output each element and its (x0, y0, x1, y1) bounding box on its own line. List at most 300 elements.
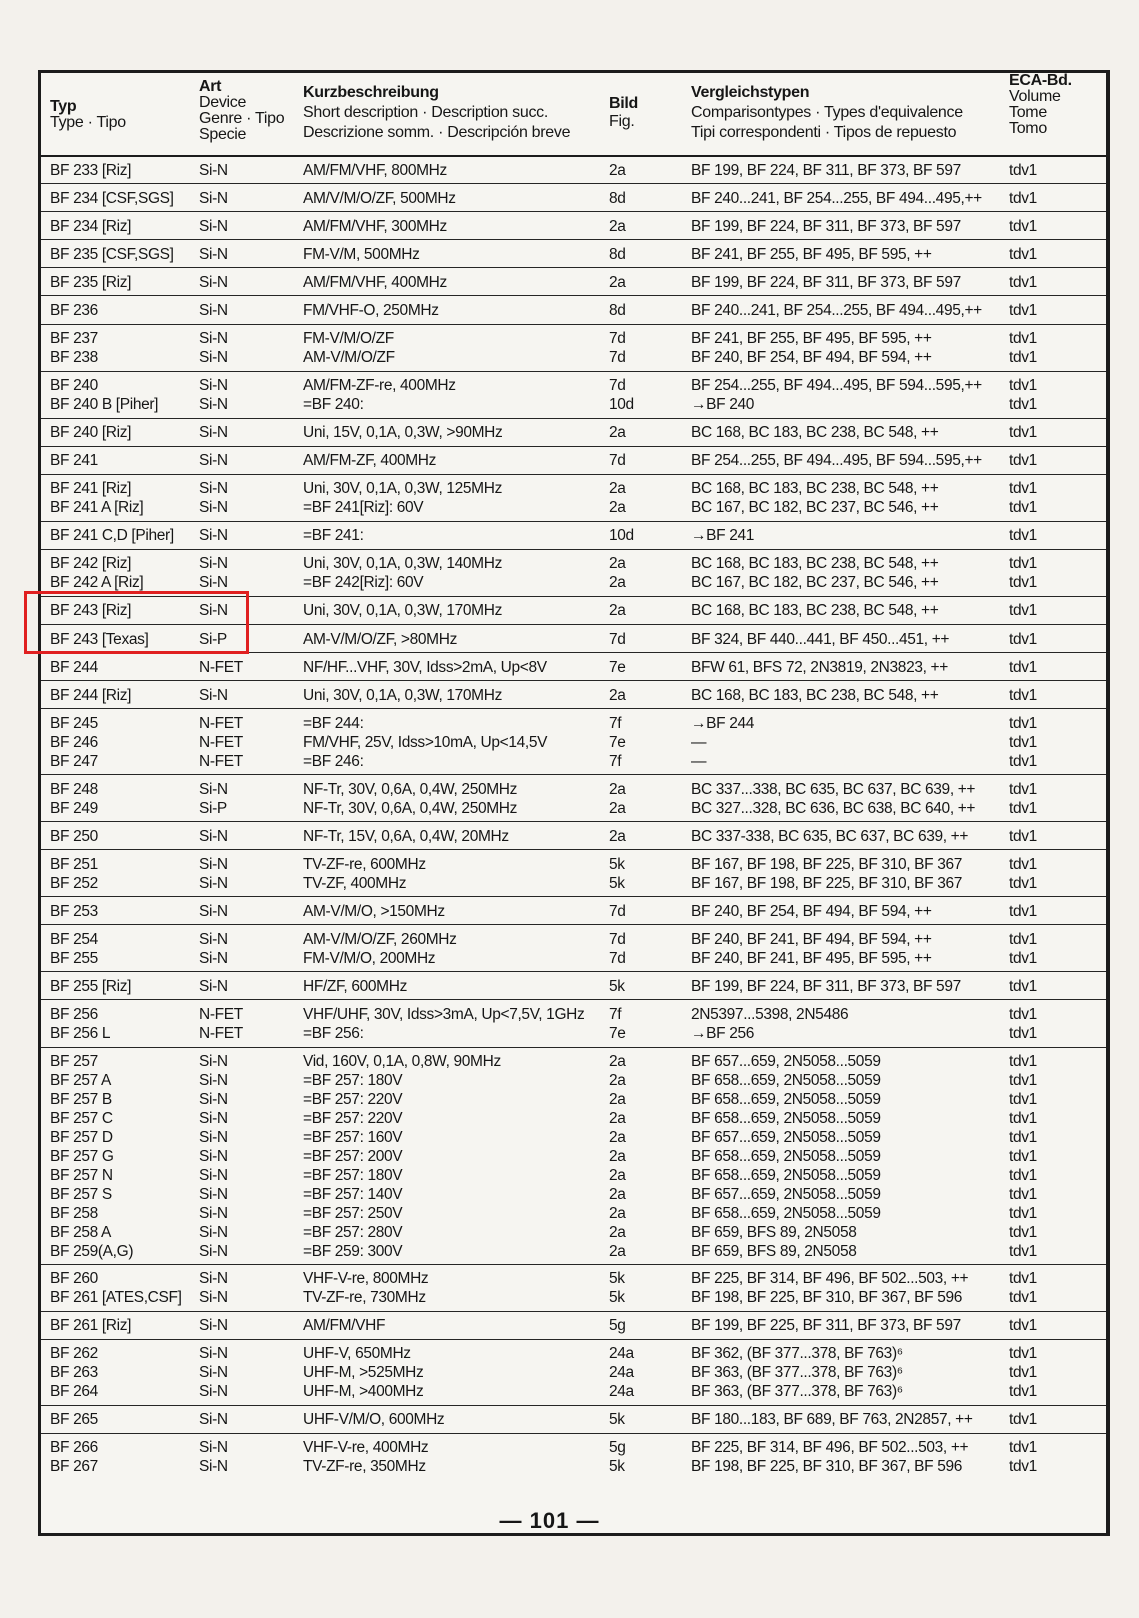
bild-line: 5k (609, 1270, 625, 1288)
typ-line: BF 240 B [Piher] (50, 396, 159, 414)
vol-line: tdv1 (1009, 452, 1037, 470)
bild-line: 2a (609, 1072, 626, 1090)
cell-typ (50, 451, 98, 470)
cell-ref (691, 601, 938, 620)
cell-ref (691, 1344, 903, 1401)
desc-line: =BF 257: 160V (303, 1129, 403, 1147)
ref-line: BF 659, BFS 89, 2N5058 (691, 1243, 857, 1261)
typ-line: BF 250 (50, 827, 98, 845)
desc-line: AM/FM-ZF-re, 400MHz (303, 377, 456, 395)
bild-line: 2a (609, 1129, 626, 1147)
bild-line: 10d (609, 527, 634, 545)
cell-desc (303, 780, 517, 818)
vol-line: tdv1 (1009, 1270, 1037, 1288)
vol-line: tdv1 (1009, 1243, 1037, 1261)
art-line: Si-N (199, 1364, 228, 1382)
typ-line: BF 241 A [Riz] (50, 499, 144, 517)
vol-line: tdv1 (1009, 930, 1037, 948)
cell-typ (50, 479, 143, 517)
ref-line: BF 225, BF 314, BF 496, BF 502...503, ++ (691, 1270, 969, 1288)
cell-typ (50, 161, 131, 180)
cell-vol (1009, 1052, 1037, 1261)
cell-vol (1009, 855, 1037, 893)
art-line: N-FET (199, 1006, 243, 1024)
desc-line: FM-V/M/O, 200MHz (303, 949, 436, 967)
cell-vol (1009, 1005, 1037, 1043)
typ-line: BF 257 D (50, 1129, 113, 1147)
vol-line: tdv1 (1009, 855, 1037, 873)
cell-ref (691, 273, 961, 292)
table-row (41, 1047, 1106, 1265)
table-row (41, 155, 1106, 184)
vol-line: tdv1 (1009, 1383, 1037, 1401)
desc-line: =BF 242[Riz]: 60V (303, 574, 424, 592)
table-row (41, 1339, 1106, 1406)
cell-art (199, 451, 228, 470)
art-line: Si-N (199, 1345, 228, 1363)
art-line: Si-N (199, 780, 228, 798)
bild-line: 7d (609, 377, 626, 395)
bild-line: 24a (609, 1345, 634, 1363)
desc-line: =BF 257: 280V (303, 1224, 403, 1242)
desc-line: =BF 240: (303, 396, 364, 414)
desc-line: =BF 256: (303, 1025, 364, 1043)
art-line: Si-N (199, 1110, 228, 1128)
vol-line: tdv1 (1009, 977, 1037, 995)
bild-line: 8d (609, 245, 626, 263)
ref-line: BF 658...659, 2N5058...5059 (691, 1072, 881, 1090)
table-row (41, 1311, 1106, 1340)
ref-line: BF 198, BF 225, BF 310, BF 367, BF 596 (691, 1289, 963, 1307)
ref-line: BFW 61, BFS 72, 2N3819, 2N3823, ++ (691, 658, 948, 676)
bild-line: 7d (609, 930, 626, 948)
vol-line: tdv1 (1009, 1224, 1037, 1242)
bild-line: 2a (609, 1110, 626, 1128)
desc-line: =BF 244: (303, 714, 364, 732)
cell-art (199, 217, 228, 236)
cell-vol (1009, 827, 1037, 846)
ref-line: 2N5397...5398, 2N5486 (691, 1006, 849, 1024)
cell-ref (691, 827, 968, 846)
vol-line: tdv1 (1009, 658, 1037, 676)
table-row (41, 239, 1106, 268)
ref-line: BF 324, BF 440...441, BF 450...451, ++ (691, 630, 950, 648)
bild-line: 5g (609, 1317, 626, 1335)
desc-line: =BF 257: 250V (303, 1205, 403, 1223)
art-line: Si-N (199, 499, 228, 517)
bild-line: 7f (609, 752, 622, 770)
cell-bild (609, 902, 626, 921)
typ-line: BF 244 (50, 658, 98, 676)
cell-ref (691, 658, 948, 677)
bild-line: 2a (609, 799, 626, 817)
bild-line: 2a (609, 1167, 626, 1185)
bild-line: 2a (609, 780, 626, 798)
cell-bild (609, 714, 626, 771)
desc-line: Uni, 30V, 0,1A, 0,3W, 140MHz (303, 555, 502, 573)
cell-typ (50, 714, 98, 771)
cell-desc (303, 630, 457, 649)
header-ref (691, 83, 963, 143)
cell-typ (50, 329, 98, 367)
vol-line: tdv1 (1009, 902, 1037, 920)
cell-bild (609, 1005, 626, 1043)
cell-bild (609, 526, 634, 545)
header-typ-title: Typ (50, 98, 77, 115)
desc-line: AM/FM/VHF (303, 1317, 386, 1335)
cell-desc (303, 1269, 428, 1307)
typ-line: BF 241 C,D [Piher] (50, 527, 174, 545)
ref-line: BF 241, BF 255, BF 495, BF 595, ++ (691, 330, 932, 348)
cell-typ (50, 1344, 98, 1401)
cell-ref (691, 630, 949, 649)
cell-desc (303, 161, 447, 180)
cell-vol (1009, 780, 1037, 818)
vol-line: tdv1 (1009, 1025, 1037, 1043)
desc-line: AM/V/M/O/ZF, 500MHz (303, 189, 456, 207)
cell-desc (303, 1005, 584, 1043)
typ-line: BF 262 (50, 1345, 98, 1363)
art-line: Si-N (199, 1243, 228, 1261)
cell-vol (1009, 1316, 1037, 1335)
cell-desc (303, 376, 456, 414)
typ-line: BF 241 [Riz] (50, 480, 132, 498)
cell-art (199, 1410, 228, 1429)
bild-line: 2a (609, 1205, 626, 1223)
desc-line: Uni, 15V, 0,1A, 0,3W, >90MHz (303, 424, 503, 442)
cell-ref (691, 301, 982, 320)
typ-line: BF 242 A [Riz] (50, 574, 144, 592)
art-line: Si-N (199, 377, 228, 395)
typ-line: BF 235 [CSF,SGS] (50, 245, 174, 263)
desc-line: =BF 257: 200V (303, 1148, 403, 1166)
cell-art (199, 301, 228, 320)
ref-line: BF 240, BF 241, BF 494, BF 594, ++ (691, 930, 932, 948)
cell-desc (303, 245, 420, 264)
ref-line: BF 199, BF 224, BF 311, BF 373, BF 597 (691, 273, 961, 291)
ref-line: BF 240...241, BF 254...255, BF 494...495,++ (691, 302, 982, 320)
bild-line: 7e (609, 733, 626, 751)
cell-vol (1009, 1410, 1037, 1429)
ref-line: →BF 240 (691, 396, 755, 414)
cell-art (199, 554, 228, 592)
header-desc-title: Kurzbeschreibung (303, 84, 439, 101)
table-row (41, 774, 1106, 822)
cell-vol (1009, 1438, 1037, 1476)
art-line: Si-N (199, 602, 228, 620)
art-line: Si-N (199, 1072, 228, 1090)
desc-line: FM-V/M, 500MHz (303, 245, 420, 263)
ref-line: BF 254...255, BF 494...495, BF 594...595,++ (691, 452, 982, 470)
typ-line: BF 236 (50, 302, 98, 320)
cell-art (199, 273, 228, 292)
desc-line: HF/ZF, 600MHz (303, 977, 407, 995)
typ-line: BF 240 [Riz] (50, 424, 132, 442)
typ-line: BF 257 (50, 1053, 98, 1071)
header-typ (50, 99, 126, 131)
cell-desc (303, 686, 502, 705)
typ-line: BF 240 (50, 377, 98, 395)
table-row (41, 896, 1106, 925)
cell-vol (1009, 301, 1037, 320)
vol-line: tdv1 (1009, 499, 1037, 517)
art-line: Si-N (199, 1289, 228, 1307)
bild-line: 7d (609, 330, 626, 348)
ref-line: BF 241, BF 255, BF 495, BF 595, ++ (691, 245, 932, 263)
header-vol-sub2: Tome (1009, 104, 1047, 121)
table-row (41, 446, 1106, 475)
vol-line: tdv1 (1009, 1364, 1037, 1382)
cell-ref (691, 686, 938, 705)
bild-line: 24a (609, 1364, 634, 1382)
vol-line: tdv1 (1009, 217, 1037, 235)
bild-line: 5k (609, 1458, 625, 1476)
typ-line: BF 243 [Texas] (50, 630, 149, 648)
typ-line: BF 266 (50, 1439, 98, 1457)
typ-line: BF 234 [CSF,SGS] (50, 189, 174, 207)
bild-line: 2a (609, 1148, 626, 1166)
cell-ref (691, 930, 932, 968)
cell-vol (1009, 1344, 1037, 1401)
ref-line: BF 240, BF 254, BF 494, BF 594, ++ (691, 902, 932, 920)
cell-art (199, 977, 228, 996)
vol-line: tdv1 (1009, 1148, 1037, 1166)
desc-line: =BF 246: (303, 752, 364, 770)
cell-vol (1009, 630, 1037, 649)
cell-bild (609, 780, 626, 818)
cell-ref (691, 451, 982, 470)
header-desc-sub2: Descrizione somm. · Descripción breve (303, 124, 571, 141)
ref-line: →BF 256 (691, 1025, 755, 1043)
table-row (41, 1405, 1106, 1434)
cell-typ (50, 827, 98, 846)
bild-line: 7d (609, 349, 626, 367)
cell-desc (303, 451, 436, 470)
bild-line: 2a (609, 827, 626, 845)
ref-line: BF 199, BF 225, BF 311, BF 373, BF 597 (691, 1317, 961, 1335)
desc-line: =BF 259: 300V (303, 1243, 403, 1261)
art-line: Si-N (199, 1383, 228, 1401)
art-line: Si-N (199, 949, 228, 967)
cell-bild (609, 1438, 626, 1476)
table-row (41, 418, 1106, 447)
cell-bild (609, 1316, 626, 1335)
bild-line: 5k (609, 1411, 625, 1429)
cell-bild (609, 686, 626, 705)
cell-ref (691, 423, 938, 442)
bild-line: 5k (609, 1289, 625, 1307)
cell-bild (609, 1052, 626, 1261)
desc-line: NF-Tr, 30V, 0,6A, 0,4W, 250MHz (303, 799, 518, 817)
ref-line: BF 240, BF 254, BF 494, BF 594, ++ (691, 349, 932, 367)
desc-line: =BF 257: 220V (303, 1110, 403, 1128)
typ-line: BF 256 L (50, 1025, 111, 1043)
bild-line: 10d (609, 396, 634, 414)
bild-line: 2a (609, 1053, 626, 1071)
typ-line: BF 260 (50, 1270, 98, 1288)
typ-line: BF 233 [Riz] (50, 161, 132, 179)
cell-art (199, 329, 228, 367)
table-row (41, 849, 1106, 897)
cell-desc (303, 1438, 428, 1476)
cell-bild (609, 554, 626, 592)
cell-desc (303, 930, 457, 968)
vol-line: tdv1 (1009, 714, 1037, 732)
bild-line: 2a (609, 574, 626, 592)
bild-line: 7e (609, 1025, 626, 1043)
bild-line: 2a (609, 1186, 626, 1204)
cell-ref (691, 1438, 968, 1476)
cell-typ (50, 855, 98, 893)
cell-typ (50, 930, 98, 968)
cell-typ (50, 376, 158, 414)
art-line: Si-N (199, 686, 228, 704)
bild-line: 24a (609, 1383, 634, 1401)
cell-typ (50, 189, 174, 208)
desc-line: =BF 241[Riz]: 60V (303, 499, 424, 517)
art-line: Si-N (199, 874, 228, 892)
bild-line: 5k (609, 855, 625, 873)
art-line: Si-N (199, 977, 228, 995)
desc-line: UHF-M, >400MHz (303, 1383, 424, 1401)
typ-line: BF 256 (50, 1006, 98, 1024)
table-row (41, 549, 1106, 597)
cell-typ (50, 273, 131, 292)
cell-bild (609, 930, 626, 968)
typ-line: BF 238 (50, 349, 98, 367)
typ-line: BF 244 [Riz] (50, 686, 132, 704)
cell-bild (609, 855, 625, 893)
typ-line: BF 261 [Riz] (50, 1317, 132, 1335)
cell-vol (1009, 376, 1037, 414)
table-row (41, 183, 1106, 212)
cell-art (199, 423, 228, 442)
art-line: N-FET (199, 714, 243, 732)
ref-line: BF 240, BF 241, BF 495, BF 595, ++ (691, 949, 932, 967)
cell-art (199, 245, 228, 264)
cell-art (199, 714, 243, 771)
ref-line: BC 167, BC 182, BC 237, BC 546, ++ (691, 574, 939, 592)
bild-line: 2a (609, 480, 626, 498)
cell-ref (691, 479, 938, 517)
bild-line: 2a (609, 1224, 626, 1242)
ref-line: →BF 241 (691, 527, 755, 545)
desc-line: NF/HF...VHF, 30V, Idss>2mA, Up<8V (303, 658, 547, 676)
table-row (41, 971, 1106, 1000)
art-line: Si-N (199, 1129, 228, 1147)
typ-line: BF 243 [Riz] (50, 602, 132, 620)
table-row (41, 1264, 1106, 1312)
desc-line: Uni, 30V, 0,1A, 0,3W, 125MHz (303, 480, 502, 498)
vol-line: tdv1 (1009, 1072, 1037, 1090)
art-line: Si-N (199, 330, 228, 348)
art-line: Si-N (199, 1148, 228, 1166)
cell-art (199, 658, 243, 677)
cell-bild (609, 245, 626, 264)
art-line: Si-N (199, 273, 228, 291)
typ-line: BF 258 A (50, 1224, 111, 1242)
cell-desc (303, 714, 547, 771)
vol-line: tdv1 (1009, 949, 1037, 967)
typ-line: BF 253 (50, 902, 98, 920)
cell-art (199, 1052, 228, 1261)
ref-line: BF 658...659, 2N5058...5059 (691, 1167, 881, 1185)
cell-bild (609, 376, 634, 414)
cell-bild (609, 479, 626, 517)
bild-line: 5g (609, 1439, 626, 1457)
cell-art (199, 526, 228, 545)
cell-vol (1009, 161, 1037, 180)
cell-ref (691, 902, 932, 921)
vol-line: tdv1 (1009, 1205, 1037, 1223)
ref-line: BF 180...183, BF 689, BF 763, 2N2857, ++ (691, 1411, 973, 1429)
ref-line: BC 168, BC 183, BC 238, BC 548, ++ (691, 686, 939, 704)
desc-line: AM/FM/VHF, 400MHz (303, 273, 447, 291)
cell-typ (50, 977, 131, 996)
desc-line: AM-V/M/O/ZF (303, 349, 395, 367)
cell-typ (50, 217, 131, 236)
header-ref-title: Vergleichstypen (691, 84, 810, 101)
cell-vol (1009, 658, 1037, 677)
cell-typ (50, 526, 174, 545)
typ-line: BF 254 (50, 930, 98, 948)
vol-line: tdv1 (1009, 1006, 1037, 1024)
desc-line: =BF 257: 220V (303, 1091, 403, 1109)
cell-bild (609, 1269, 625, 1307)
cell-bild (609, 1410, 625, 1429)
art-line: Si-N (199, 161, 228, 179)
vol-line: tdv1 (1009, 555, 1037, 573)
cell-art (199, 930, 228, 968)
cell-bild (609, 601, 626, 620)
header-vol-title: ECA-Bd. (1009, 72, 1072, 89)
typ-line: BF 257 G (50, 1148, 114, 1166)
desc-line: Vid, 160V, 0,1A, 0,8W, 90MHz (303, 1053, 501, 1071)
desc-line: NF-Tr, 15V, 0,6A, 0,4W, 20MHz (303, 827, 509, 845)
art-line: Si-N (199, 1411, 228, 1429)
vol-line: tdv1 (1009, 377, 1037, 395)
cell-desc (303, 301, 439, 320)
art-line: Si-N (199, 245, 228, 263)
cell-art (199, 376, 228, 414)
cell-typ (50, 1005, 110, 1043)
ref-line: BC 337...338, BC 635, BC 637, BC 639, ++ (691, 780, 976, 798)
typ-line: BF 257 N (50, 1167, 113, 1185)
cell-ref (691, 1316, 961, 1335)
art-line: Si-N (199, 574, 228, 592)
bild-line: 7f (609, 1006, 622, 1024)
vol-line: tdv1 (1009, 302, 1037, 320)
bild-line: 7d (609, 902, 626, 920)
cell-ref (691, 329, 932, 367)
cell-bild (609, 329, 626, 367)
art-line: Si-N (199, 217, 228, 235)
art-line: Si-N (199, 1091, 228, 1109)
cell-ref (691, 161, 961, 180)
vol-line: tdv1 (1009, 752, 1037, 770)
cell-desc (303, 1410, 444, 1429)
art-line: Si-N (199, 527, 228, 545)
vol-line: tdv1 (1009, 245, 1037, 263)
bild-line: 2a (609, 555, 626, 573)
ref-line: BC 168, BC 183, BC 238, BC 548, ++ (691, 424, 939, 442)
cell-bild (609, 1344, 634, 1401)
cell-ref (691, 1410, 973, 1429)
cell-vol (1009, 1269, 1037, 1307)
ref-line: — (691, 733, 707, 751)
table-row (41, 211, 1106, 240)
cell-typ (50, 902, 98, 921)
